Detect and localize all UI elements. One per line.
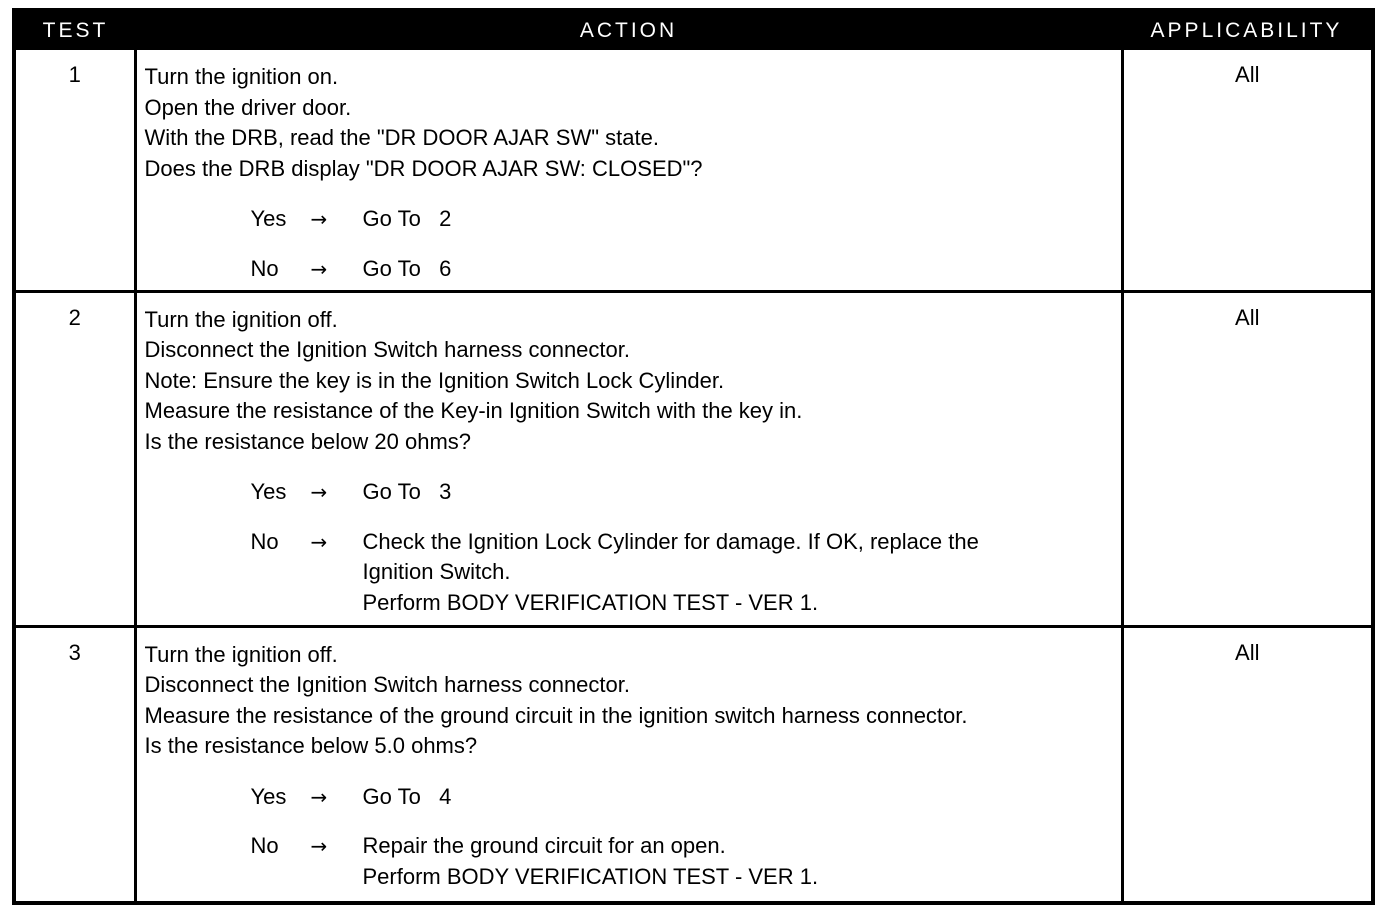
- action-step: Turn the ignition off.: [144, 641, 338, 667]
- action-step: Does the DRB display "DR DOOR AJAR SW: CLOSED"?: [144, 155, 703, 181]
- action-step: Measure the resistance of the ground circuit in the ignition switch harness connector.: [144, 702, 968, 728]
- result-line: Go To 4: [362, 783, 452, 809]
- yes-label: Yes: [250, 479, 287, 504]
- no-label: No: [250, 255, 279, 281]
- action-step: Open the driver door.: [144, 94, 352, 120]
- branch-result: [363, 831, 1115, 892]
- table-row: [16, 291, 1371, 626]
- branch-result: [363, 782, 1115, 813]
- applicability-cell: All: [1122, 626, 1371, 901]
- result-line: Check the Ignition Lock Cylinder for damage. If OK, replace the: [362, 528, 979, 554]
- result-line: Go To 3: [362, 479, 452, 504]
- yes-branch: [145, 477, 1115, 508]
- test-number: 1: [68, 62, 81, 87]
- action-step: Turn the ignition on.: [144, 64, 339, 89]
- no-label: No: [250, 833, 279, 858]
- table-row: [16, 626, 1371, 901]
- action-step: Note: Ensure the key is in the Ignition Switch Lock Cylinder.: [144, 367, 725, 393]
- result-line: Perform BODY VERIFICATION TEST - VER 1.: [362, 589, 819, 615]
- branch-result: [363, 204, 1115, 235]
- result-line: Ignition Switch.: [362, 559, 511, 584]
- test-number: 3: [16, 626, 135, 901]
- right-arrow-icon: →: [310, 784, 328, 809]
- right-arrow-icon: →: [310, 256, 328, 281]
- action-step: With the DRB, read the "DR DOOR AJAR SW" state.: [144, 125, 659, 150]
- right-arrow-icon: →: [310, 834, 328, 858]
- branch-result: [363, 477, 1115, 508]
- action-step: Measure the resistance of the Key-in Ignition Switch with the key in.: [144, 398, 803, 423]
- action-step: Is the resistance below 5.0 ohms?: [144, 733, 478, 758]
- header-test: TEST: [16, 12, 135, 50]
- branch-result: [363, 527, 1115, 619]
- no-label: No: [250, 528, 279, 554]
- result-line: Go To 6: [362, 255, 452, 281]
- header-applicability: APPLICABILITY: [1122, 12, 1371, 50]
- action-step: Turn the ignition off.: [144, 306, 338, 332]
- action-step: Disconnect the Ignition Switch harness connector.: [144, 672, 630, 697]
- yes-branch: [145, 782, 1115, 813]
- right-arrow-icon: →: [310, 529, 328, 554]
- no-branch: [145, 254, 1115, 285]
- applicability-cell: All: [1122, 50, 1371, 291]
- action-cell: [135, 626, 1122, 901]
- yes-label: Yes: [250, 206, 287, 231]
- no-branch: [145, 527, 1115, 619]
- right-arrow-icon: →: [310, 207, 328, 231]
- action-step: Is the resistance below 20 ohms?: [144, 428, 472, 454]
- action-step: Disconnect the Ignition Switch harness connector.: [144, 337, 630, 362]
- no-branch: [145, 831, 1115, 892]
- right-arrow-icon: →: [310, 480, 328, 504]
- table-row: [16, 50, 1371, 291]
- yes-label: Yes: [250, 783, 287, 809]
- result-line: Repair the ground circuit for an open.: [362, 833, 726, 858]
- yes-branch: [145, 204, 1115, 235]
- header-action: ACTION: [135, 12, 1122, 50]
- diagnostic-test-table: [16, 12, 1371, 901]
- action-cell: [135, 291, 1122, 626]
- result-line: Perform BODY VERIFICATION TEST - VER 1.: [362, 863, 819, 889]
- table-header-row: [16, 12, 1371, 50]
- branch-result: [363, 254, 1115, 285]
- action-cell: [135, 50, 1122, 291]
- applicability-cell: All: [1122, 291, 1371, 626]
- result-line: Go To 2: [362, 206, 452, 231]
- diagnostic-table-frame: [12, 8, 1375, 905]
- test-number: 2: [16, 291, 135, 626]
